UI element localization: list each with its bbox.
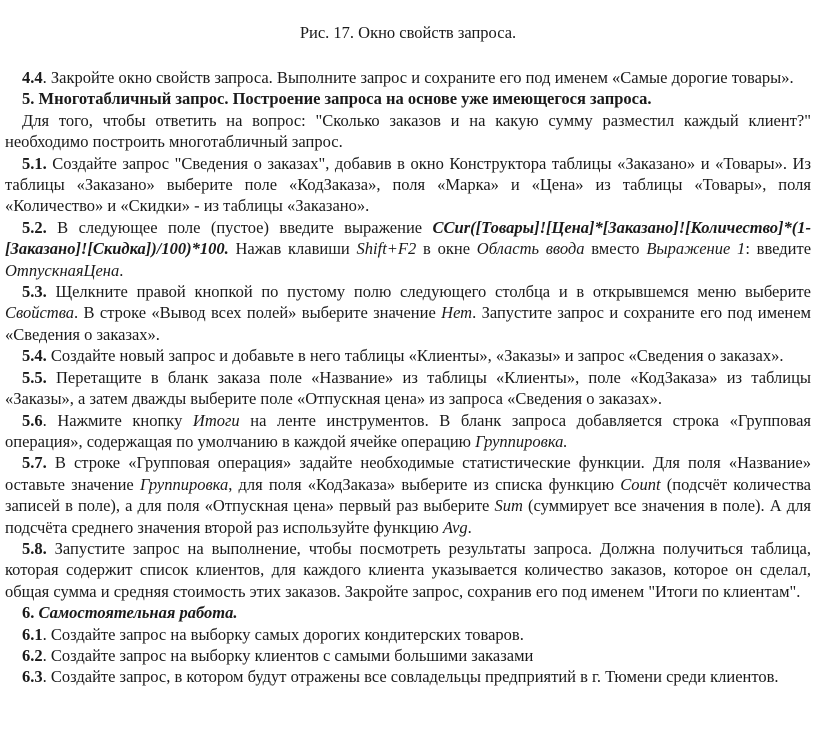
paragraph-6-2: 6.2. Создайте запрос на выборку клиентов с самыми большими заказами bbox=[22, 645, 534, 665]
paragraph-4-4: 4.4. Закройте окно свойств запроса. Выполните запрос и сохраните его под именем «Самые дорогие товары». bbox=[22, 68, 794, 87]
paragraph-5-5: 5.5. Перетащите в бланк заказа поле «Название» из таблицы «Клиенты», поле «КодЗаказа» из таблицы «Заказы», а затем дважды выберите поле «Отпускная цена» из запроса «Сведения о заказах». bbox=[5, 367, 811, 409]
step-number: 5.5. bbox=[22, 367, 47, 387]
button-name: Итоги bbox=[192, 410, 240, 430]
figure-caption: Рис. 17. Окно свойств запроса. bbox=[299, 23, 517, 42]
paragraph-5-7: 5.7. В строке «Групповая операция» задайте необходимые статистические функции. Для поля «Название» оставьте значение Группировка, для поля «КодЗаказа» выберите из списка функцию Count (подсчёт количества записей в поле), а для поля «Отпускная цена» первый раз выберите Sum (суммирует все значения в поле). А для подсчёта среднего значения второй раз используйте функцию Avg. bbox=[5, 453, 812, 537]
step-number: 5.4. bbox=[22, 346, 47, 366]
section-5-heading: 5. Многотабличный запрос. Построение запроса на основе уже имеющегося запроса. bbox=[22, 89, 652, 109]
step-number: 5.2. bbox=[22, 217, 47, 237]
step-number: 6.2 bbox=[22, 645, 43, 665]
paragraph-6-1: 6.1. Создайте запрос на выборку самых дорогих кондитерских товаров. bbox=[22, 624, 524, 644]
paragraph-5-3: 5.3. Щелкните правой кнопкой по пустому полю следующего столбца и в открывшемся меню выберите Свойства. В строке «Вывод всех полей» выберите значение Нет. Запустите запрос и сохраните его под именем «Сведения о заказах». bbox=[5, 282, 811, 344]
paragraph-5-4: 5.4. Создайте новый запрос и добавьте в него таблицы «Клиенты», «Заказы» и запрос «Сведения о заказах». bbox=[22, 346, 784, 366]
paragraph-5-2: 5.2. В следующее поле (пустое) введите выражение CCur([Товары]![Цена]*[Заказано]![Количество]*(1-[Заказано]![Скидка])/100)*100. Нажав клавиши Shift+F2 в окне Область ввода вместо Выражение 1: введите ОтпускнаяЦена. bbox=[5, 217, 812, 280]
step-number: 6.3 bbox=[22, 667, 43, 687]
document-body bbox=[5, 67, 811, 688]
menu-item-name: Свойства bbox=[5, 303, 74, 323]
step-number: 5.7. bbox=[22, 453, 47, 473]
function-avg: Avg bbox=[442, 517, 468, 537]
paragraph-5-8: 5.8. Запустите запрос на выполнение, чтобы посмотреть результаты запроса. Должна получиться таблица, которая содержит список клиентов, для каждого клиента указывается количество заказов, которое он сделал, общая сумма и средняя стоимость этих заказов. Закройте запрос, сохранив его под именем "Итоги по клиентам". bbox=[5, 538, 811, 601]
step-number: 4.4 bbox=[22, 68, 43, 87]
field-name: ОтпускнаяЦена bbox=[5, 260, 120, 280]
option-value: Нет bbox=[441, 303, 473, 323]
step-number: 5.6 bbox=[22, 410, 43, 430]
paragraph-5-1: 5.1. Создайте запрос "Сведения о заказах", добавив в окно Конструктора таблицы «Заказано» и «Товары». Из таблицы «Заказано» выберите поле «КодЗаказа», поля «Марка» и «Цена» из таблицы «Товары», поля «Количество» и «Скидки» - из таблицы «Заказано». bbox=[5, 153, 811, 216]
window-name: Область ввода bbox=[476, 239, 585, 259]
paragraph-6-3: 6.3. Создайте запрос, в котором будут отражены все совладельцы предприятий в г. Тюмени среди клиентов. bbox=[22, 667, 779, 687]
expression-name: Выражение 1 bbox=[646, 239, 746, 259]
section-6-heading: 6. Самостоятельная работа. bbox=[22, 603, 238, 623]
key-combo: Shift+F2 bbox=[356, 239, 417, 259]
step-number: 5.3. bbox=[22, 282, 47, 302]
step-number: 6.1 bbox=[22, 624, 43, 644]
section-5-intro: Для того, чтобы ответить на вопрос: "Сколько заказов и на какую сумму разместил каждый клиент?" необходимо построить многотабличный запрос. bbox=[5, 110, 811, 152]
paragraph-5-6: 5.6. Нажмите кнопку Итоги на ленте инструментов. В бланк запроса добавляется строка «Групповая операция», содержащая по умолчанию в каждой ячейке операцию Группировка. bbox=[5, 410, 811, 451]
function-sum: Sum bbox=[494, 496, 523, 516]
step-number: 5.8. bbox=[22, 538, 47, 558]
operation-name: Группировка. bbox=[475, 431, 568, 451]
expression: CCur([Товары]![Цена]*[Заказано]![Количество]*(1-[Заказано]![Скидка])/100)*100. bbox=[5, 217, 811, 259]
function-count: Count bbox=[620, 474, 661, 494]
function-group: Группировка bbox=[139, 474, 229, 494]
step-number: 5.1. bbox=[22, 153, 47, 173]
